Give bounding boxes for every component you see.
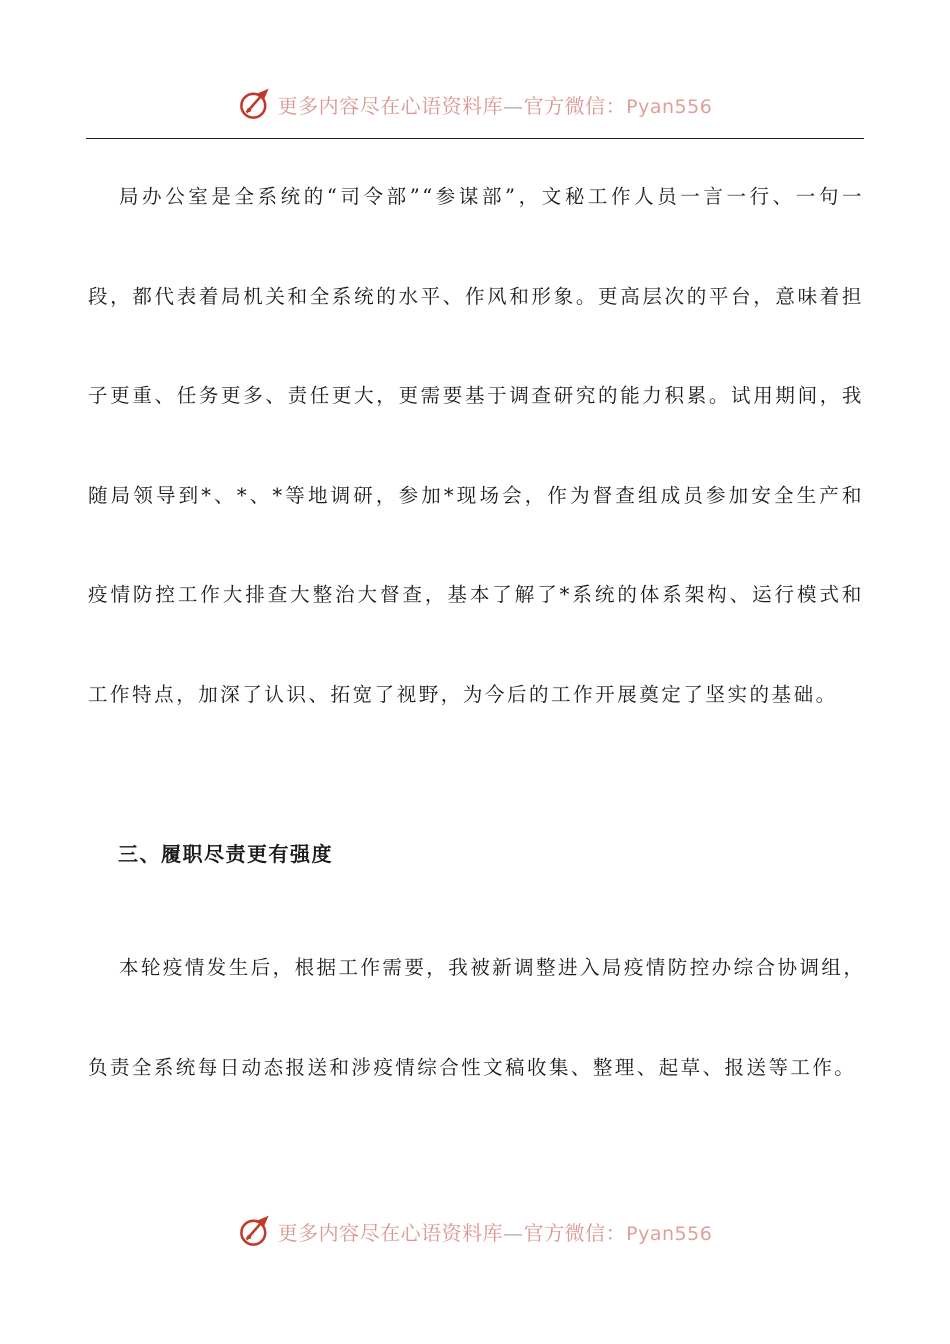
banner-separator: — [503, 1220, 524, 1245]
banner-text [278, 1217, 713, 1246]
brand-text: 更多内容尽在心语资料库 [277, 1220, 504, 1245]
pen-nib-icon [238, 87, 272, 121]
footer-banner [0, 1209, 950, 1253]
pen-nib-icon [238, 1214, 272, 1248]
brand-text: 更多内容尽在心语资料库 [277, 93, 504, 118]
paragraph-1: 局办公室是全系统的“司令部”“参谋部”，文秘工作人员一言一行、一句一段，都代表着局机关和全系统的水平、作风和形象。更高层次的平台，意味着担子更重、任务更多、责任更大，更需要基于调查研究的能力积累。试用期间，我随局领导到*、*、*等地调研，参加*现场会，作为督查组成员参加安全生产和疫情防控工作大排查大整治大督查，基本了解了*系统的体系架构、运行模式和工作特点，加深了认识、拓宽了视野，为今后的工作开展奠定了坚实的基础。 [88, 185, 864, 706]
wechat-label: 官方微信： [523, 1220, 627, 1245]
paragraph-2: 本轮疫情发生后，根据工作需要，我被新调整进入局疫情防控办综合协调组，负责全系统每日动态报送和涉疫情综合性文稿收集、整理、起草、报送等工作。 [88, 956, 866, 1079]
header-divider [86, 138, 864, 139]
wechat-id: Pyan556 [626, 95, 713, 118]
header-banner [0, 82, 950, 126]
banner-separator: — [503, 93, 524, 118]
wechat-label: 官方微信： [523, 93, 627, 118]
wechat-id: Pyan556 [626, 1222, 713, 1245]
section-heading: 三、履职尽责更有强度 [118, 842, 333, 866]
banner-text [278, 90, 713, 119]
